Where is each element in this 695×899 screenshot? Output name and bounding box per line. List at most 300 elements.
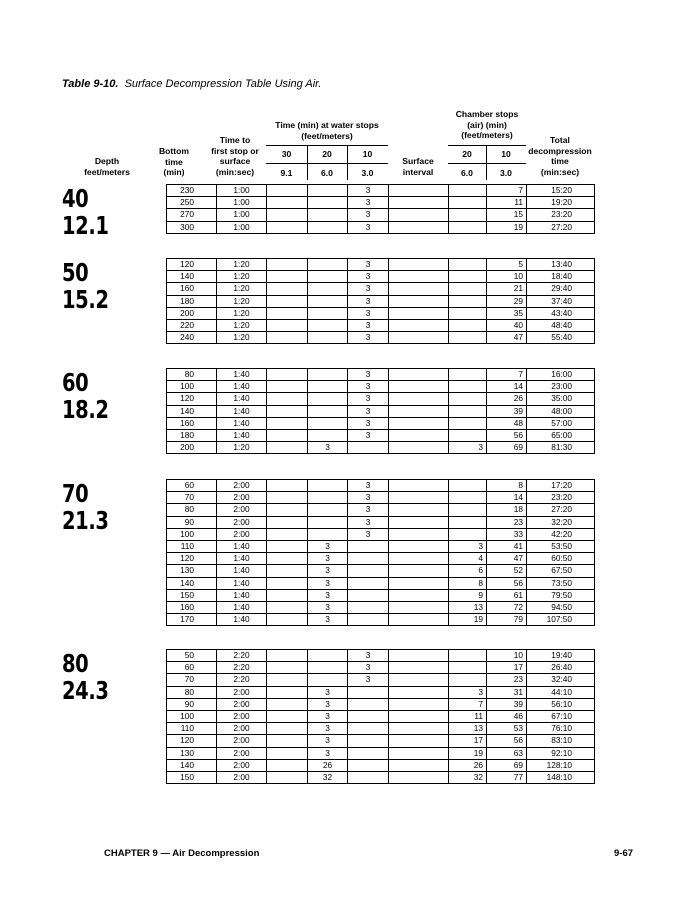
table-row (167, 381, 595, 393)
cell-first: 1:20 (217, 295, 267, 307)
cell-bottom: 60 (167, 662, 217, 674)
cell-first: 2:00 (217, 723, 267, 735)
cell-surf (389, 553, 449, 565)
depth-feet: 70 (62, 479, 89, 508)
cell-cs20: 3 (449, 442, 487, 454)
cell-cs20 (449, 516, 487, 528)
cell-cs20 (449, 271, 487, 283)
cell-bottom: 140 (167, 405, 217, 417)
cell-total: 65:00 (527, 429, 595, 441)
table-row (167, 332, 595, 344)
cell-cs10: 39 (487, 698, 527, 710)
cell-ws10: 3 (348, 674, 389, 686)
cell-bottom: 300 (167, 221, 217, 233)
cell-ws10 (348, 565, 389, 577)
cell-first: 1:40 (217, 601, 267, 613)
header-time-to-first-stop: Time to first stop or surface (min:sec) (211, 135, 259, 177)
depth-label (62, 650, 152, 704)
cell-cs10: 48 (487, 417, 527, 429)
cell-first: 2:00 (217, 504, 267, 516)
cell-bottom: 150 (167, 771, 217, 783)
table-row (167, 614, 595, 626)
cell-cs20 (449, 307, 487, 319)
cell-cs20 (449, 662, 487, 674)
cell-bottom: 230 (167, 185, 217, 197)
table-row (167, 442, 595, 454)
cell-total: 128:10 (527, 759, 595, 771)
cell-total: 76:10 (527, 723, 595, 735)
header-ws-30-m: 9.1 (280, 168, 293, 178)
cell-total: 94:50 (527, 601, 595, 613)
cell-ws10 (348, 735, 389, 747)
cell-bottom: 140 (167, 271, 217, 283)
cell-total: 29:40 (527, 283, 595, 295)
cell-ws20: 3 (308, 614, 348, 626)
table-row (167, 674, 595, 686)
cell-ws30 (267, 589, 308, 601)
table-row (167, 417, 595, 429)
header-cs-20-m: 6.0 (461, 168, 473, 178)
cell-ws20: 3 (308, 723, 348, 735)
cell-cs20: 19 (449, 747, 487, 759)
cell-ws20 (308, 528, 348, 540)
cell-ws20 (308, 319, 348, 331)
table-row (167, 577, 595, 589)
cell-first: 1:40 (217, 540, 267, 552)
header-ws-20-m: 6.0 (321, 168, 333, 178)
cell-cs10: 56 (487, 577, 527, 589)
cell-ws10 (348, 553, 389, 565)
cell-ws20: 3 (308, 735, 348, 747)
cell-ws10: 3 (348, 650, 389, 662)
cell-first: 2:00 (217, 528, 267, 540)
cell-bottom: 60 (167, 480, 217, 492)
cell-ws30 (267, 650, 308, 662)
header-cs-10-m: 3.0 (500, 168, 512, 178)
cell-surf (389, 271, 449, 283)
cell-total: 32:20 (527, 516, 595, 528)
cell-total: 23:00 (527, 381, 595, 393)
cell-surf (389, 759, 449, 771)
cell-ws30 (267, 295, 308, 307)
cell-surf (389, 442, 449, 454)
depth-meters: 24.3 (62, 676, 109, 705)
table-row (167, 295, 595, 307)
cell-surf (389, 577, 449, 589)
cell-ws30 (267, 528, 308, 540)
cell-ws20 (308, 381, 348, 393)
depth-feet: 80 (62, 649, 89, 678)
cell-total: 79:50 (527, 589, 595, 601)
cell-surf (389, 283, 449, 295)
cell-first: 2:20 (217, 650, 267, 662)
header-ws-30: 30 (281, 149, 292, 159)
cell-cs10: 7 (487, 185, 527, 197)
cell-first: 1:00 (217, 185, 267, 197)
cell-ws20: 3 (308, 577, 348, 589)
cell-first: 1:40 (217, 417, 267, 429)
cell-total: 81:30 (527, 442, 595, 454)
table-row (167, 516, 595, 528)
table-row (167, 553, 595, 565)
cell-cs20 (449, 221, 487, 233)
cell-ws20: 3 (308, 565, 348, 577)
cell-bottom: 140 (167, 759, 217, 771)
cell-bottom: 220 (167, 319, 217, 331)
cell-ws20: 3 (308, 553, 348, 565)
cell-first: 2:00 (217, 735, 267, 747)
chamber-stops-top-rule (448, 145, 526, 146)
table-row (167, 209, 595, 221)
cell-cs10: 77 (487, 771, 527, 783)
cell-ws20 (308, 185, 348, 197)
cell-cs20 (449, 650, 487, 662)
cell-ws20 (308, 393, 348, 405)
table-row (167, 492, 595, 504)
cell-surf (389, 747, 449, 759)
cell-total: 55:40 (527, 332, 595, 344)
cell-ws10: 3 (348, 381, 389, 393)
cell-ws20 (308, 332, 348, 344)
cell-bottom: 80 (167, 504, 217, 516)
table-row (167, 504, 595, 516)
cell-ws20: 3 (308, 589, 348, 601)
header-ws-10: 10 (362, 149, 373, 159)
cell-cs10: 46 (487, 710, 527, 722)
cell-first: 2:00 (217, 710, 267, 722)
cell-ws10 (348, 698, 389, 710)
depth-table (166, 258, 595, 344)
cell-total: 18:40 (527, 271, 595, 283)
cell-cs20: 4 (449, 553, 487, 565)
cell-total: 37:40 (527, 295, 595, 307)
cell-ws20 (308, 480, 348, 492)
table-row (167, 747, 595, 759)
cell-total: 13:40 (527, 259, 595, 271)
cell-total: 43:40 (527, 307, 595, 319)
cell-ws10 (348, 589, 389, 601)
cell-ws20 (308, 307, 348, 319)
cell-ws20: 32 (308, 771, 348, 783)
cell-surf (389, 565, 449, 577)
cell-first: 1:40 (217, 405, 267, 417)
cell-cs10: 39 (487, 405, 527, 417)
cell-ws10: 3 (348, 528, 389, 540)
cell-surf (389, 405, 449, 417)
cell-ws30 (267, 771, 308, 783)
cell-total: 32:40 (527, 674, 595, 686)
cell-surf (389, 332, 449, 344)
water-stops-mid-rule (266, 163, 388, 164)
cell-ws10: 3 (348, 369, 389, 381)
cell-surf (389, 369, 449, 381)
table-row (167, 283, 595, 295)
cell-cs20 (449, 185, 487, 197)
chamber-stops-mid-rule (448, 163, 526, 164)
cell-ws10: 3 (348, 283, 389, 295)
cell-surf (389, 771, 449, 783)
cell-ws20: 3 (308, 710, 348, 722)
cell-first: 1:40 (217, 565, 267, 577)
cell-ws30 (267, 601, 308, 613)
water-stops-col-rule (347, 145, 348, 180)
table-caption: Surface Decompression Table Using Air. (124, 78, 322, 90)
cell-first: 1:40 (217, 393, 267, 405)
cell-cs20 (449, 209, 487, 221)
cell-ws10: 3 (348, 393, 389, 405)
cell-first: 2:20 (217, 662, 267, 674)
cell-surf (389, 528, 449, 540)
cell-surf (389, 381, 449, 393)
cell-cs20 (449, 319, 487, 331)
cell-ws30 (267, 197, 308, 209)
cell-cs10: 17 (487, 662, 527, 674)
cell-bottom: 110 (167, 723, 217, 735)
cell-cs10: 29 (487, 295, 527, 307)
table-row (167, 528, 595, 540)
table-row (167, 771, 595, 783)
cell-ws30 (267, 221, 308, 233)
cell-bottom: 200 (167, 442, 217, 454)
table-row (167, 759, 595, 771)
cell-first: 1:00 (217, 209, 267, 221)
cell-ws30 (267, 674, 308, 686)
cell-ws20: 3 (308, 601, 348, 613)
cell-cs20: 9 (449, 589, 487, 601)
cell-first: 2:00 (217, 747, 267, 759)
cell-ws30 (267, 747, 308, 759)
table-title (62, 78, 321, 90)
cell-ws30 (267, 516, 308, 528)
cell-ws30 (267, 492, 308, 504)
cell-first: 2:00 (217, 686, 267, 698)
cell-surf (389, 601, 449, 613)
cell-first: 1:40 (217, 381, 267, 393)
chamber-stops-col-rule (486, 145, 487, 180)
depth-meters: 21.3 (62, 506, 109, 535)
cell-total: 44:10 (527, 686, 595, 698)
cell-ws20 (308, 295, 348, 307)
cell-ws20 (308, 417, 348, 429)
cell-bottom: 120 (167, 393, 217, 405)
cell-cs10: 56 (487, 735, 527, 747)
cell-ws10: 3 (348, 185, 389, 197)
cell-total: 26:40 (527, 662, 595, 674)
cell-first: 2:00 (217, 771, 267, 783)
cell-cs10: 69 (487, 442, 527, 454)
cell-surf (389, 393, 449, 405)
cell-surf (389, 197, 449, 209)
cell-total: 60:50 (527, 553, 595, 565)
depth-table (166, 649, 595, 784)
table-row (167, 710, 595, 722)
depth-table (166, 368, 595, 454)
table-row (167, 369, 595, 381)
cell-cs20 (449, 283, 487, 295)
cell-ws10: 3 (348, 307, 389, 319)
cell-cs20 (449, 332, 487, 344)
cell-cs20 (449, 429, 487, 441)
cell-ws10: 3 (348, 332, 389, 344)
cell-surf (389, 674, 449, 686)
cell-first: 2:20 (217, 674, 267, 686)
cell-bottom: 100 (167, 381, 217, 393)
cell-bottom: 80 (167, 686, 217, 698)
cell-cs10: 14 (487, 381, 527, 393)
cell-surf (389, 735, 449, 747)
cell-surf (389, 295, 449, 307)
cell-ws20 (308, 504, 348, 516)
cell-ws30 (267, 686, 308, 698)
cell-total: 42:20 (527, 528, 595, 540)
cell-cs20: 3 (449, 540, 487, 552)
cell-ws20 (308, 405, 348, 417)
cell-total: 15:20 (527, 185, 595, 197)
cell-bottom: 150 (167, 589, 217, 601)
cell-cs10: 8 (487, 480, 527, 492)
cell-ws20 (308, 259, 348, 271)
depth-table (166, 184, 595, 234)
cell-ws10: 3 (348, 405, 389, 417)
cell-ws30 (267, 271, 308, 283)
cell-total: 53:50 (527, 540, 595, 552)
cell-ws10: 3 (348, 480, 389, 492)
table-row (167, 565, 595, 577)
cell-ws30 (267, 283, 308, 295)
depth-feet: 40 (62, 184, 89, 213)
cell-cs20 (449, 369, 487, 381)
cell-surf (389, 259, 449, 271)
header-chamber-stops: Chamber stops (air) (min) (feet/meters) (455, 109, 519, 140)
cell-ws30 (267, 565, 308, 577)
table-row (167, 540, 595, 552)
cell-ws20: 26 (308, 759, 348, 771)
cell-ws30 (267, 504, 308, 516)
cell-cs20 (449, 381, 487, 393)
table-row (167, 405, 595, 417)
cell-ws30 (267, 209, 308, 221)
cell-bottom: 160 (167, 601, 217, 613)
cell-cs20 (449, 405, 487, 417)
cell-cs20 (449, 295, 487, 307)
cell-ws10: 3 (348, 209, 389, 221)
cell-ws20 (308, 197, 348, 209)
cell-cs10: 33 (487, 528, 527, 540)
cell-bottom: 100 (167, 528, 217, 540)
depth-label (62, 480, 152, 534)
cell-first: 1:20 (217, 259, 267, 271)
cell-ws30 (267, 307, 308, 319)
depth-table (166, 479, 595, 626)
table-row (167, 185, 595, 197)
cell-total: 56:10 (527, 698, 595, 710)
cell-ws20 (308, 429, 348, 441)
cell-bottom: 240 (167, 332, 217, 344)
depth-meters: 18.2 (62, 395, 109, 424)
cell-first: 1:40 (217, 553, 267, 565)
cell-ws30 (267, 405, 308, 417)
table-row (167, 393, 595, 405)
table-row (167, 319, 595, 331)
header-water-stops: Time (min) at water stops (feet/meters) (275, 120, 379, 141)
cell-first: 1:40 (217, 577, 267, 589)
cell-bottom: 80 (167, 369, 217, 381)
table-row (167, 307, 595, 319)
cell-bottom: 130 (167, 747, 217, 759)
cell-surf (389, 710, 449, 722)
cell-ws20: 3 (308, 442, 348, 454)
cell-ws30 (267, 662, 308, 674)
table-row (167, 259, 595, 271)
cell-surf (389, 185, 449, 197)
cell-ws20 (308, 221, 348, 233)
table-row (167, 480, 595, 492)
cell-cs10: 63 (487, 747, 527, 759)
cell-cs20 (449, 480, 487, 492)
cell-cs10: 69 (487, 759, 527, 771)
cell-ws10 (348, 771, 389, 783)
cell-ws10 (348, 601, 389, 613)
cell-total: 35:00 (527, 393, 595, 405)
cell-ws10: 3 (348, 492, 389, 504)
cell-cs10: 47 (487, 553, 527, 565)
cell-ws10: 3 (348, 429, 389, 441)
cell-cs10: 14 (487, 492, 527, 504)
cell-cs10: 31 (487, 686, 527, 698)
cell-total: 92:10 (527, 747, 595, 759)
cell-ws10: 3 (348, 259, 389, 271)
cell-first: 2:00 (217, 759, 267, 771)
cell-surf (389, 429, 449, 441)
cell-cs20 (449, 674, 487, 686)
cell-bottom: 50 (167, 650, 217, 662)
cell-ws10: 3 (348, 197, 389, 209)
cell-bottom: 120 (167, 735, 217, 747)
cell-ws20: 3 (308, 686, 348, 698)
cell-cs20 (449, 197, 487, 209)
cell-cs20: 17 (449, 735, 487, 747)
header-depth: Depth feet/meters (84, 156, 130, 177)
cell-ws20 (308, 369, 348, 381)
cell-surf (389, 307, 449, 319)
cell-cs20: 32 (449, 771, 487, 783)
cell-bottom: 130 (167, 565, 217, 577)
depth-label (62, 259, 152, 313)
cell-bottom: 200 (167, 307, 217, 319)
cell-ws30 (267, 614, 308, 626)
cell-ws30 (267, 319, 308, 331)
cell-surf (389, 516, 449, 528)
cell-ws10 (348, 577, 389, 589)
cell-bottom: 160 (167, 283, 217, 295)
cell-surf (389, 662, 449, 674)
cell-cs10: 23 (487, 674, 527, 686)
cell-first: 1:20 (217, 332, 267, 344)
cell-first: 1:20 (217, 307, 267, 319)
cell-ws30 (267, 553, 308, 565)
cell-total: 23:20 (527, 492, 595, 504)
cell-cs10: 18 (487, 504, 527, 516)
cell-ws30 (267, 369, 308, 381)
cell-surf (389, 540, 449, 552)
cell-ws20: 3 (308, 747, 348, 759)
cell-ws30 (267, 332, 308, 344)
cell-total: 57:00 (527, 417, 595, 429)
cell-ws10: 3 (348, 417, 389, 429)
cell-bottom: 110 (167, 540, 217, 552)
cell-first: 1:20 (217, 271, 267, 283)
cell-ws30 (267, 540, 308, 552)
